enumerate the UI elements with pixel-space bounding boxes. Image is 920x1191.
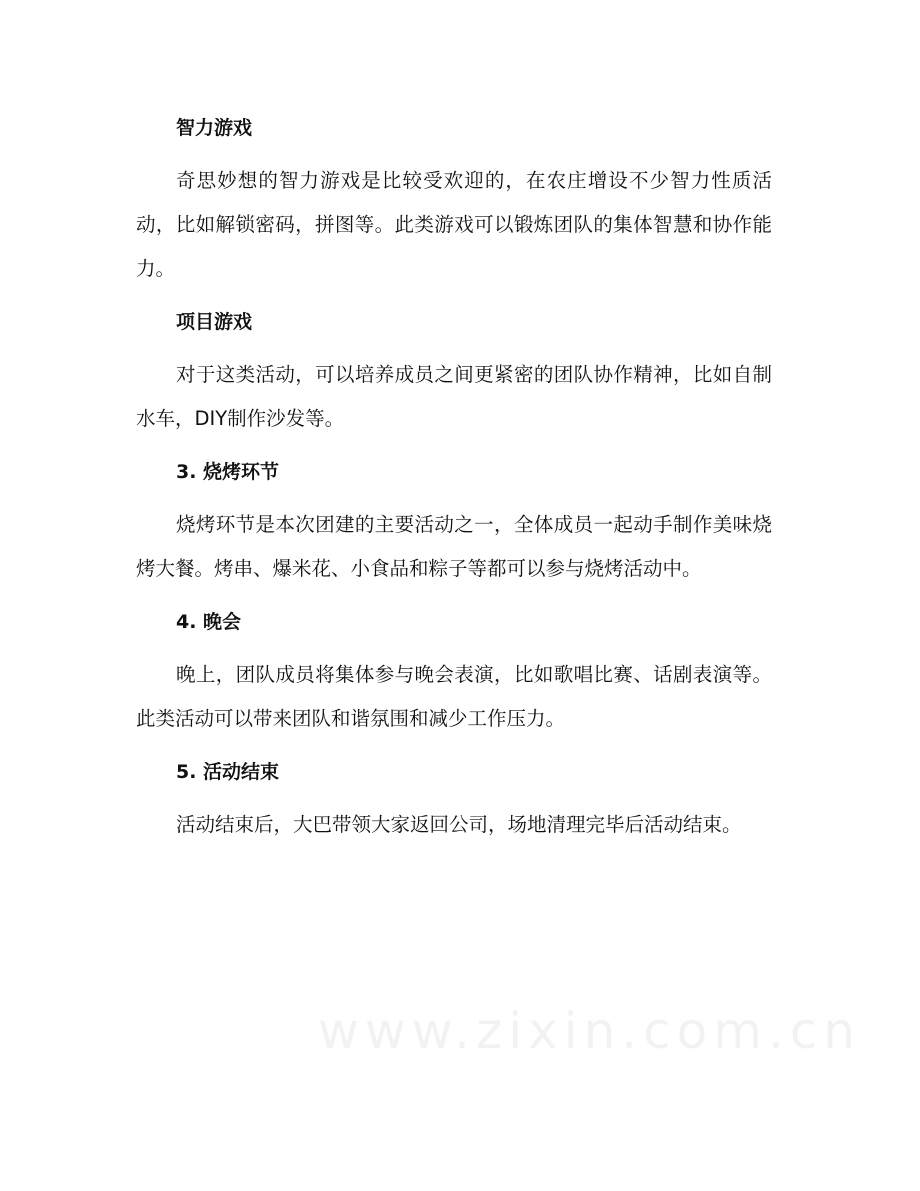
section-body-evening-party: 晚上，团队成员将集体参与晚会表演，比如歌唱比赛、话剧表演等。此类活动可以带来团队和谐氛围和减少工作压力。 [136, 663, 772, 730]
section-heading-intellect-games: 智力游戏 [176, 117, 253, 139]
section-body-intellect-games: 奇思妙想的智力游戏是比较受欢迎的，在农庄增设不少智力性质活动，比如解锁密码，拼图等。此类游戏可以锻炼团队的集体智慧和协作能力。 [136, 169, 772, 280]
watermark: www.zixin.com.cn [318, 1002, 862, 1060]
section-body-activity-end: 活动结束后，大巴带领大家返回公司，场地清理完毕后活动结束。 [176, 813, 742, 836]
section-heading-bbq: 3. 烧烤环节 [176, 461, 280, 483]
section-body-project-games: 对于这类活动，可以培养成员之间更紧密的团队协作精神，比如自制水车，DIY制作沙发等。 [136, 363, 772, 430]
document-page [136, 106, 772, 856]
section-heading-project-games: 项目游戏 [176, 311, 253, 333]
section-heading-activity-end: 5. 活动结束 [176, 761, 280, 783]
section-body-bbq: 烧烤环节是本次团建的主要活动之一，全体成员一起动手制作美味烧烤大餐。烤串、爆米花、小食品和粽子等都可以参与烧烤活动中。 [136, 513, 772, 580]
section-heading-evening-party: 4. 晚会 [176, 611, 242, 633]
